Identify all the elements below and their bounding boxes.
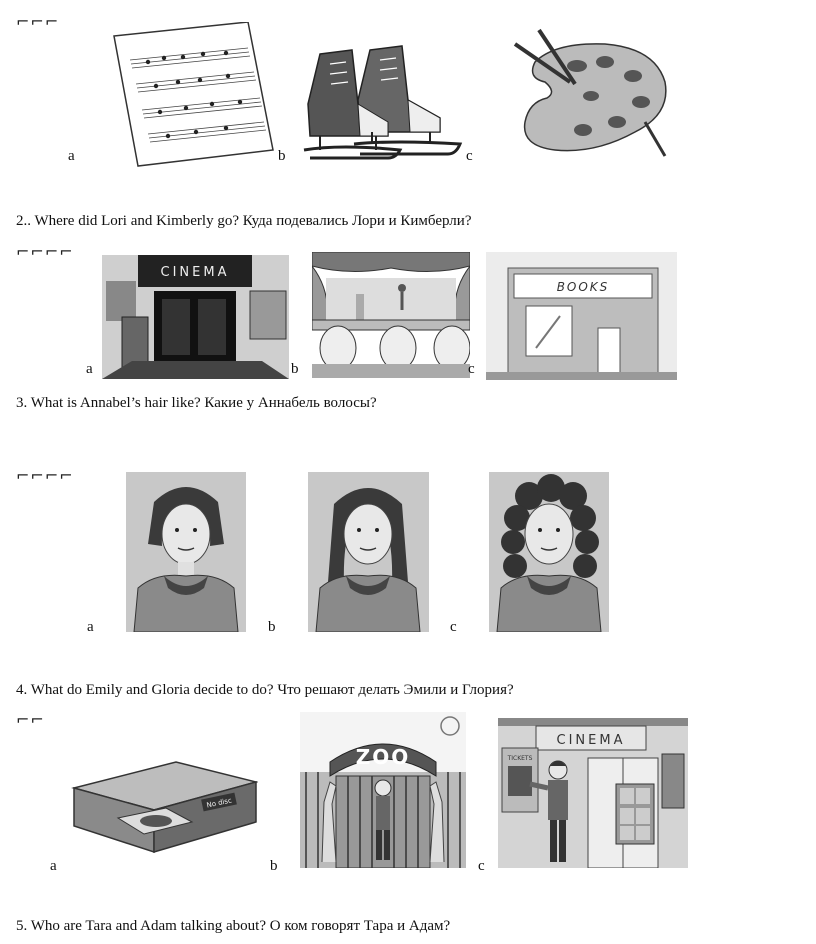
question-5: 5. Who are Tara and Adam talking about? О ком говорят Тара и Адам? [16, 918, 451, 934]
answer-checkboxes-q2: ⌐⌐⌐⌐ [16, 242, 74, 261]
question-2: 2.. Where did Lori and Kimberly go? Куда подевались Лори и Кимберли? [16, 213, 472, 229]
option-c-label: c [466, 148, 473, 164]
books-sign-text: BOOKS [556, 280, 610, 294]
option-a-label: a [50, 858, 57, 874]
answer-checkboxes-q1: ⌐⌐⌐ [16, 12, 60, 31]
option-c-label: c [468, 361, 475, 377]
girl-curly-hair-image [489, 472, 609, 632]
girl-long-straight-hair-image [308, 472, 429, 632]
option-b-label: b [270, 858, 278, 874]
dvd-player-image [66, 760, 258, 858]
cinema-front-image [498, 718, 688, 868]
option-a-label: a [68, 148, 75, 164]
cinema-entrance-image [102, 255, 289, 379]
dvd-screen-text: No disc [205, 796, 233, 810]
answer-checkboxes-q3: ⌐⌐⌐⌐ [16, 466, 74, 485]
tickets-sign-text: TICKETS [507, 755, 533, 762]
cinema-front-sign-text: CINEMA [556, 733, 626, 748]
cinema-sign-text: CINEMA [160, 265, 230, 280]
bookshop-image [486, 252, 677, 380]
answer-checkboxes-q4: ⌐⌐ [16, 710, 45, 729]
option-b-label: b [278, 148, 286, 164]
zoo-sign-text: ZOO [355, 745, 411, 769]
question-3: 3. What is Annabel’s hair like? Какие у Аннабель волосы? [16, 395, 377, 411]
option-b-label: b [268, 619, 276, 635]
paint-palette-image [495, 22, 675, 162]
option-c-label: c [478, 858, 485, 874]
ice-skates-image [300, 44, 465, 166]
zoo-gate-image [300, 712, 466, 868]
theatre-stage-image [312, 252, 470, 378]
option-c-label: c [450, 619, 457, 635]
option-a-label: a [86, 361, 93, 377]
question-4: 4. What do Emily and Gloria decide to do? Что решают делать Эмили и Глория? [16, 682, 514, 698]
option-b-label: b [291, 361, 299, 377]
girl-short-hair-image [126, 472, 246, 632]
option-a-label: a [87, 619, 94, 635]
sheet-music-image [108, 22, 278, 167]
